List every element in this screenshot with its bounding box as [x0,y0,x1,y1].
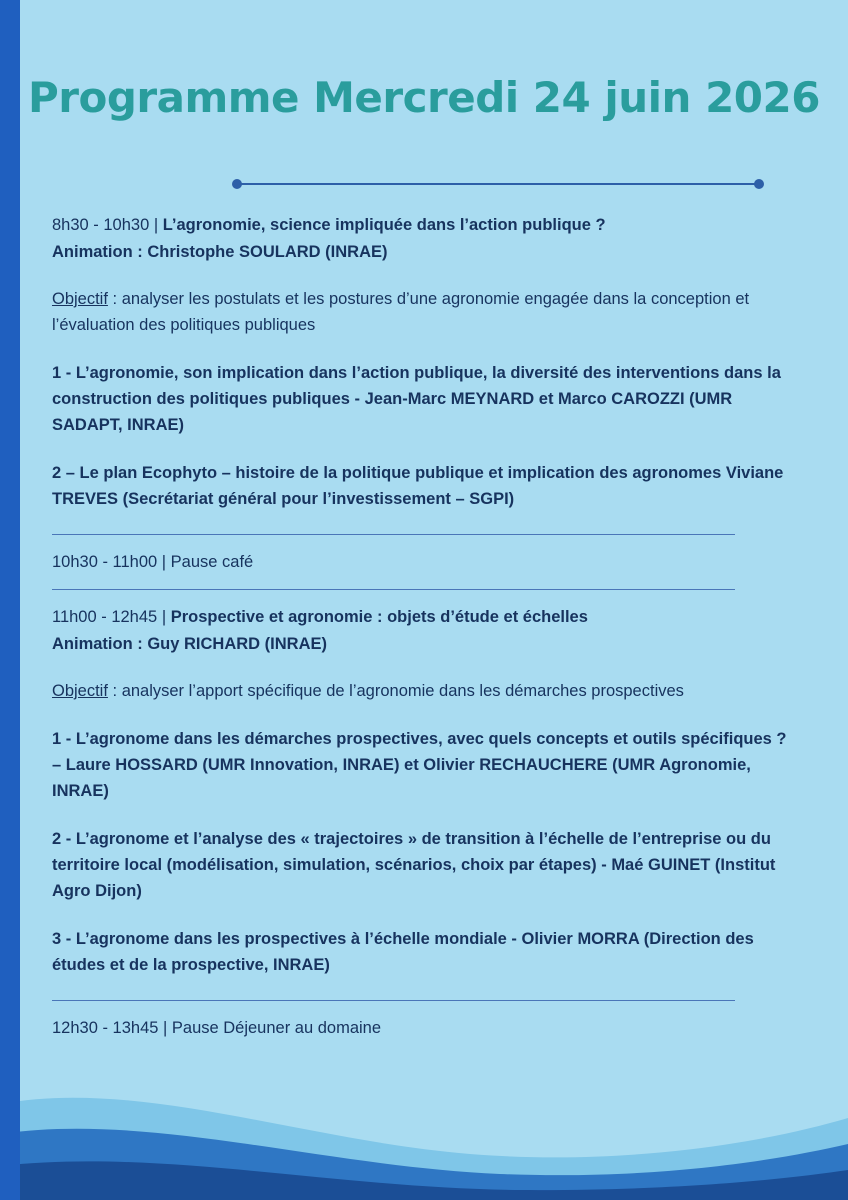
session-1-time: 8h30 - 10h30 [52,216,150,234]
session-2-header [52,604,792,658]
session-2-objective [52,678,792,704]
session-1-objective-text: : analyser les postulats et les postures d’une agronomie engagée dans la conception et l’évaluation des politiques publiques [52,290,750,334]
session-2-time: 11h00 - 12h45 [52,608,158,626]
session-block-1 [52,212,792,512]
session-1-item-1: 1 - L’agronomie, son implication dans l’action publique, la diversité des interventions dans la construction des politiques publiques - Jean-Marc MEYNARD et Marco CAROZZI (UMR SADAPT, INRAE) [52,364,781,434]
session-2-item-2: 2 - L’agronome et l’analyse des « trajectoires » de transition à l’échelle de l’entreprise ou du territoire local (modélisation, simulation, scénarios, choix par étapes) - Maé GUINET (Institut Agro Dijon) [52,830,776,900]
divider-rule-1 [52,534,735,535]
coffee-break: 10h30 - 11h00 | Pause café [52,553,254,571]
left-color-band [0,0,20,1200]
session-2-animation: Animation : Guy RICHARD (INRAE) [52,635,327,653]
session-2-title: Prospective et agronomie : objets d’étude et échelles [170,608,588,626]
lunch-break: 12h30 - 13h45 | Pause Déjeuner au domaine [52,1019,382,1037]
session-2-objective-label: Objectif [52,682,108,700]
session-1-objective [52,286,792,338]
session-2-item-3: 3 - L’agronome dans les prospectives à l’échelle mondiale - Olivier MORRA (Direction des études et de la prospective, INRAE) [52,930,754,974]
divider-line [238,183,758,185]
session-1-animation: Animation : Christophe SOULARD (INRAE) [52,243,388,261]
session-1-header [52,212,792,266]
divider-rule-2 [52,589,735,590]
divider-rule-3 [52,1000,735,1001]
session-1-separator: | [153,216,159,234]
session-1-item-2: 2 – Le plan Ecophyto – histoire de la politique publique et implication des agronomes Viviane TREVES (Secrétariat général pour l’investissement – SGPI) [52,464,784,508]
session-1-objective-label: Objectif [52,290,108,308]
page-title: Programme Mercredi 24 juin 2026 [28,73,820,122]
decorative-divider [232,179,764,189]
programme-content [52,212,792,1055]
wave-decoration [0,1070,848,1200]
session-1-title: L’agronomie, science impliquée dans l’action publique ? [162,216,606,234]
divider-dot-right [754,179,764,189]
session-2-separator: | [161,608,167,626]
session-2-item-1: 1 - L’agronome dans les démarches prospectives, avec quels concepts et outils spécifiques ? – Laure HOSSARD (UMR Innovation, INRAE) et Olivier RECHAUCHERE (UMR Agronomie, INRAE) [52,730,787,800]
session-block-2 [52,604,792,978]
session-2-objective-text: : analyser l’apport spécifique de l’agronomie dans les démarches prospectives [107,682,684,700]
